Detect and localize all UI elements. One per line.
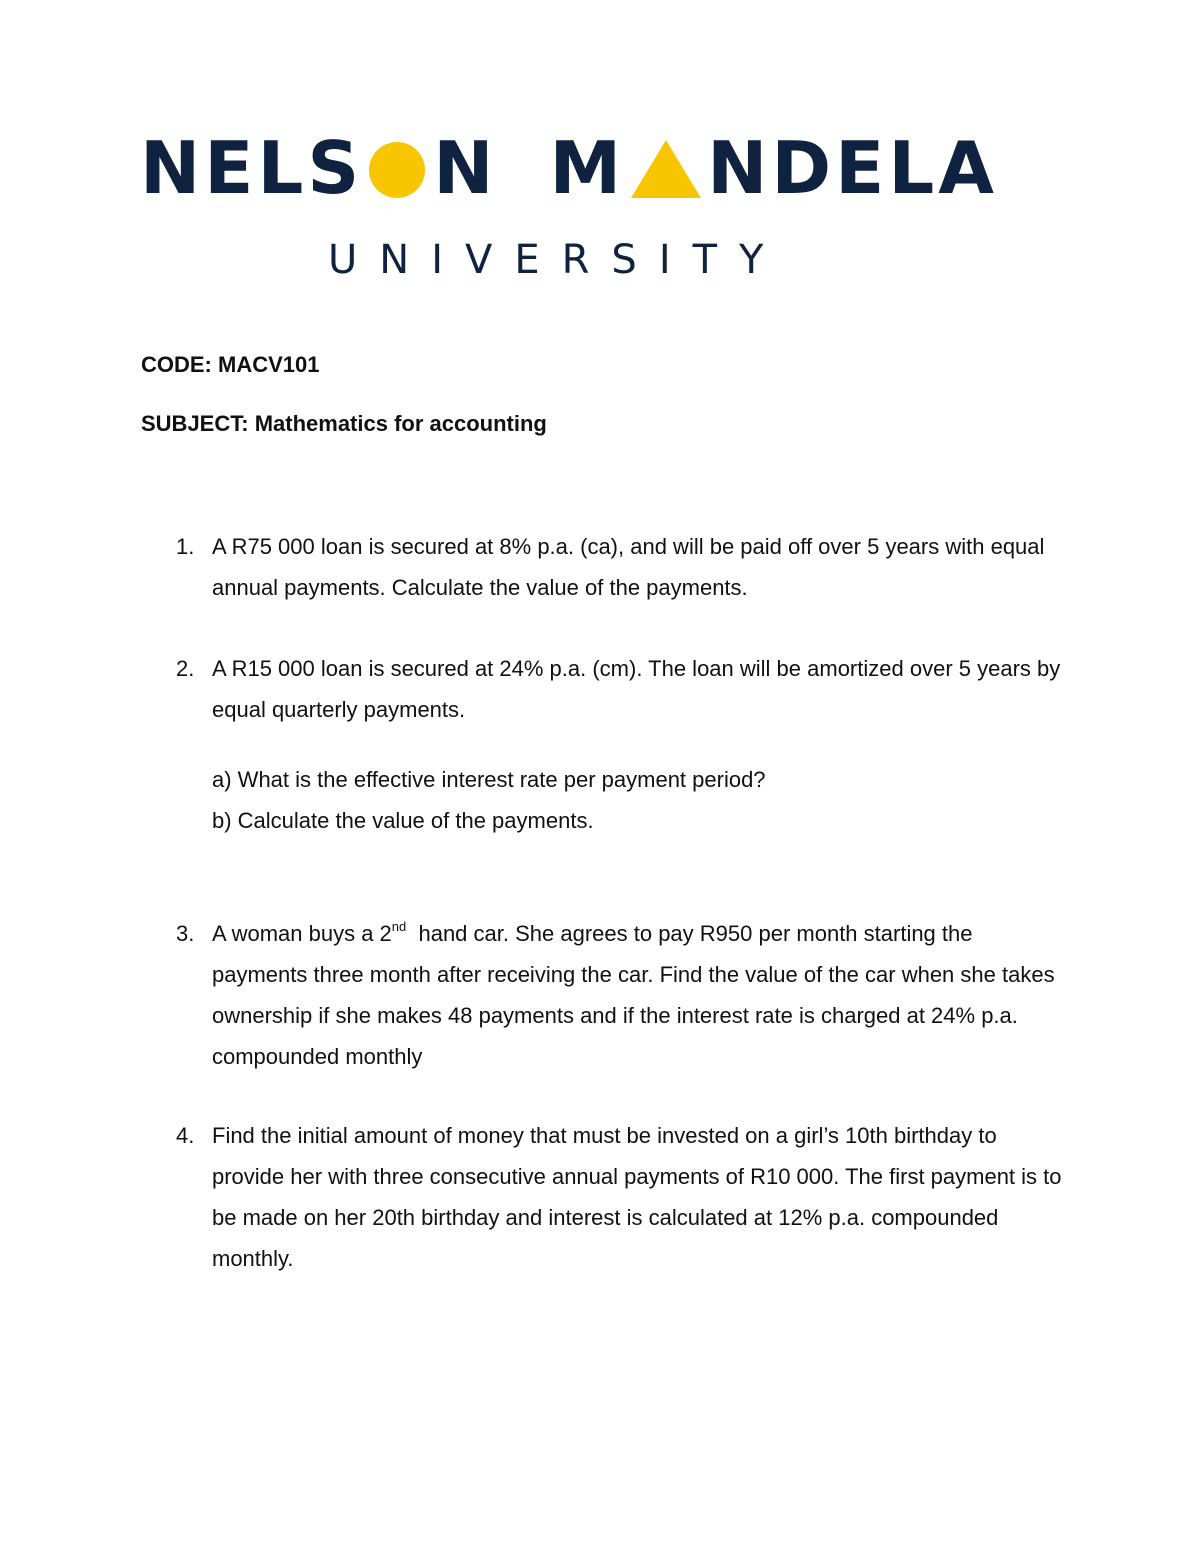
course-code	[141, 352, 320, 378]
logo-wordmark	[140, 126, 998, 210]
question-number: 3.	[176, 921, 195, 946]
question-number: 1.	[176, 534, 195, 559]
question-number: 2.	[176, 656, 195, 681]
question-text-part: hand car. She agrees to pay R950 per month starting the payments three month after receiving the car. Find the value of the car when she takes ownership if she makes 48 payments and if the interest rate is charged at 24% p.a. compounded monthly	[212, 921, 1061, 1069]
question-text: A R75 000 loan is secured at 8% p.a. (ca), and will be paid off over 5 years with equal annual payments. Calculate the value of the payments.	[212, 534, 1045, 600]
question-text: A R15 000 loan is secured at 24% p.a. (cm). The loan will be amortized over 5 years by equal quarterly payments.	[212, 656, 1061, 722]
university-logo	[140, 126, 998, 292]
ordinal-suffix: nd	[391, 918, 407, 934]
question-text-part: A woman buys a 2	[212, 921, 392, 946]
question-2-part-a: a) What is the effective interest rate per payment period?	[212, 767, 766, 792]
logo-circle-icon	[369, 142, 425, 198]
logo-text-university: UNIVERSITY	[328, 237, 786, 283]
logo-text-ndela: NDELA	[707, 126, 998, 210]
course-subject	[141, 411, 547, 437]
question-number: 4.	[176, 1123, 195, 1148]
logo-triangle-icon	[631, 140, 701, 198]
logo-text-nels: NELS	[140, 126, 364, 210]
course-subject-label: SUBJECT:	[141, 411, 249, 436]
question-text	[212, 913, 1072, 1077]
course-code-label: CODE:	[141, 352, 212, 377]
question-2-part-b: b) Calculate the value of the payments.	[212, 808, 594, 833]
logo-text-n: N	[433, 126, 498, 210]
question-text: Find the initial amount of money that must be invested on a girl’s 10th birthday to provide her with three consecutive annual payments of R10 000. The first payment is to be made on her 20th birthday and interest is calculated at 12% p.a. compounded monthly.	[212, 1123, 1062, 1271]
course-subject-value: Mathematics for accounting	[254, 411, 547, 436]
logo-text-m: M	[549, 126, 626, 210]
course-code-value: MACV101	[218, 352, 320, 377]
